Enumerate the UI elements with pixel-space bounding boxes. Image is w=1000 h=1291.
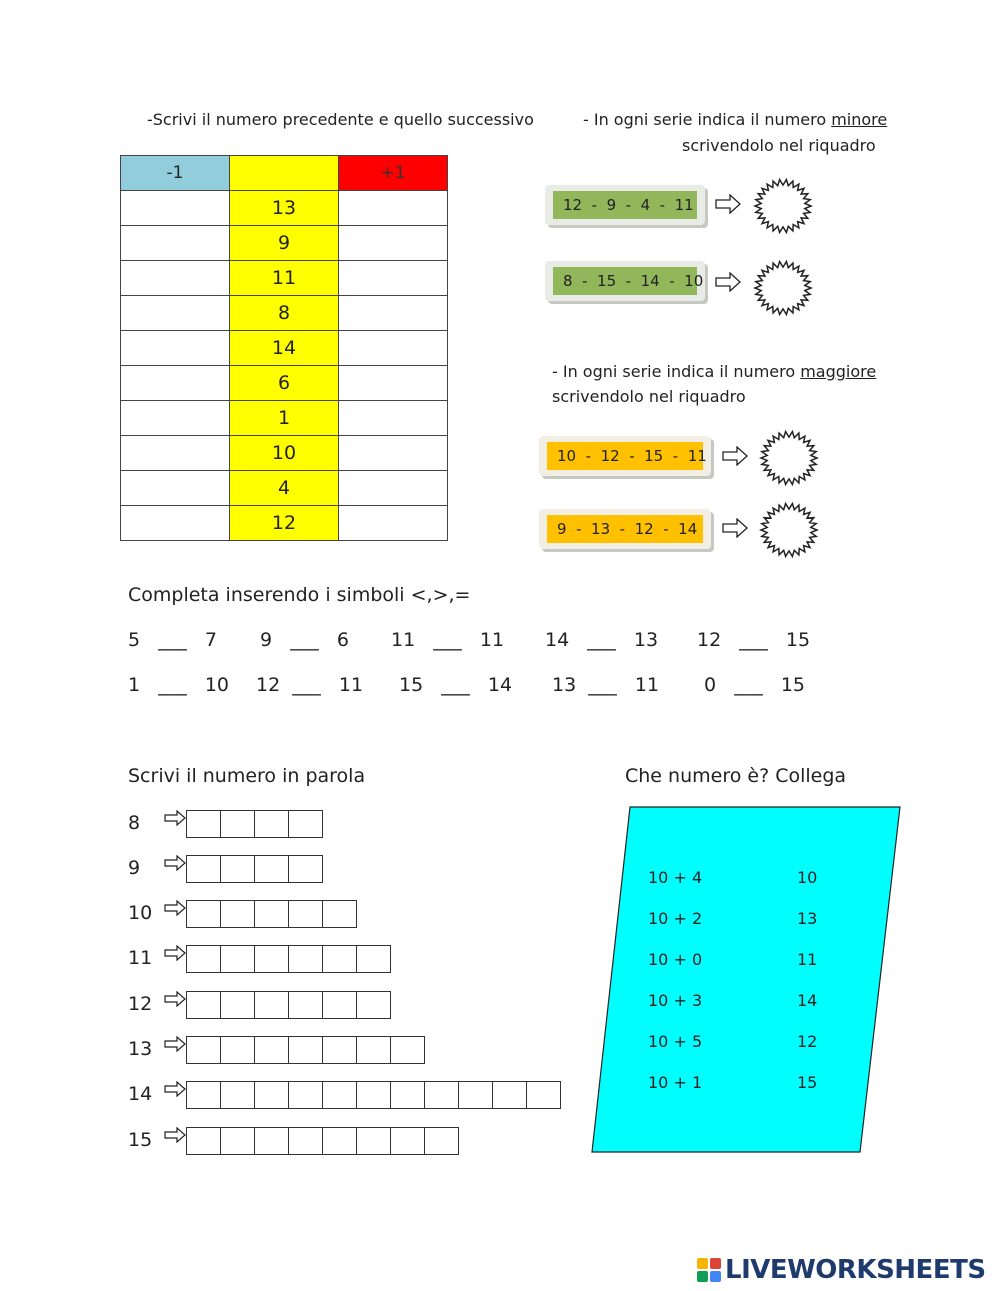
compare-item[interactable]: 1 ___ 10 [128, 674, 230, 696]
word-row-number: 11 [128, 947, 153, 969]
instruction-maggiore-line2: scrivendolo nel riquadro [552, 387, 746, 406]
logo-icon [697, 1258, 721, 1282]
letter-box[interactable] [390, 1081, 425, 1109]
letter-boxes [186, 855, 323, 883]
compare-item[interactable]: 9 ___ 6 [260, 629, 349, 651]
letter-box[interactable] [254, 900, 289, 928]
letter-box[interactable] [390, 1036, 425, 1064]
instruction-text: - In ogni serie indica il numero [583, 110, 832, 129]
compare-item[interactable]: 5 ___ 7 [128, 629, 217, 651]
series-values: 12 - 9 - 4 - 11 [553, 191, 697, 219]
answer-star-box[interactable] [759, 500, 819, 560]
letter-boxes [186, 1081, 561, 1109]
letter-box[interactable] [186, 900, 221, 928]
letter-box[interactable] [288, 1036, 323, 1064]
match-right-item[interactable]: 12 [797, 1032, 818, 1051]
match-left-item[interactable]: 10 + 0 [648, 950, 703, 969]
prev-input[interactable] [121, 331, 230, 366]
prev-next-table [120, 155, 448, 541]
compare-title: Completa inserendo i simboli <,>,= [128, 584, 471, 606]
letter-box[interactable] [254, 1127, 289, 1155]
series-bar [539, 436, 711, 476]
table-number: 10 [230, 436, 339, 471]
letter-box[interactable] [322, 991, 357, 1019]
letter-box[interactable] [322, 900, 357, 928]
table-number: 8 [230, 296, 339, 331]
letter-box[interactable] [288, 991, 323, 1019]
word-row-number: 8 [128, 812, 141, 834]
letter-box[interactable] [254, 991, 289, 1019]
compare-item[interactable]: 11 ___ 11 [391, 629, 505, 651]
right-arrow-icon [164, 991, 186, 1007]
match-left-item[interactable]: 10 + 1 [648, 1073, 703, 1092]
letter-box[interactable] [186, 1081, 221, 1109]
match-left-item[interactable]: 10 + 2 [648, 909, 703, 928]
letter-box[interactable] [220, 1036, 255, 1064]
letter-box[interactable] [254, 945, 289, 973]
match-left-item[interactable]: 10 + 3 [648, 991, 703, 1010]
prev-input[interactable] [121, 296, 230, 331]
letter-box[interactable] [526, 1081, 561, 1109]
word-row-number: 10 [128, 902, 153, 924]
letter-box[interactable] [288, 855, 323, 883]
table-number: 9 [230, 226, 339, 261]
right-arrow-icon [164, 1127, 186, 1143]
liveworksheets-logo [697, 1256, 986, 1284]
table-number: 12 [230, 506, 339, 541]
next-input[interactable] [339, 191, 448, 226]
compare-item[interactable]: 13 ___ 11 [552, 674, 660, 696]
header-plus-one: +1 [339, 156, 448, 191]
match-title: Che numero è? Collega [625, 765, 847, 787]
table-number: 13 [230, 191, 339, 226]
letter-box[interactable] [322, 945, 357, 973]
series-values: 10 - 12 - 15 - 11 [547, 442, 703, 470]
match-right-item[interactable]: 11 [797, 950, 818, 969]
letter-box[interactable] [322, 1036, 357, 1064]
letter-box[interactable] [458, 1081, 493, 1109]
prev-input[interactable] [121, 471, 230, 506]
word-row-number: 9 [128, 857, 141, 879]
series-values: 8 - 15 - 14 - 10 [553, 267, 697, 295]
letter-box[interactable] [220, 855, 255, 883]
match-parallelogram [590, 805, 902, 1155]
instruction-minore-line2: scrivendolo nel riquadro [682, 136, 876, 155]
letter-box[interactable] [186, 991, 221, 1019]
word-row-number: 15 [128, 1129, 153, 1151]
table-number: 14 [230, 331, 339, 366]
letter-box[interactable] [220, 1127, 255, 1155]
prev-input[interactable] [121, 401, 230, 436]
prev-input[interactable] [121, 506, 230, 541]
letter-box[interactable] [254, 855, 289, 883]
letter-boxes [186, 1036, 425, 1064]
letter-box[interactable] [186, 1036, 221, 1064]
letter-box[interactable] [186, 1127, 221, 1155]
letter-box[interactable] [492, 1081, 527, 1109]
letter-box[interactable] [254, 1081, 289, 1109]
prev-input[interactable] [121, 261, 230, 296]
right-arrow-icon [722, 518, 748, 538]
answer-star-box[interactable] [753, 176, 813, 236]
prev-input[interactable] [121, 226, 230, 261]
keyword-minore: minore [831, 110, 888, 129]
match-right-item[interactable]: 14 [797, 991, 818, 1010]
right-arrow-icon [164, 900, 186, 916]
letter-box[interactable] [254, 1036, 289, 1064]
match-right-item[interactable]: 15 [797, 1073, 818, 1092]
word-row-number: 12 [128, 993, 153, 1015]
prev-input[interactable] [121, 436, 230, 471]
keyword-maggiore: maggiore [800, 362, 877, 381]
letter-box[interactable] [322, 1127, 357, 1155]
letter-box[interactable] [356, 945, 391, 973]
letter-box[interactable] [356, 991, 391, 1019]
word-row-number: 14 [128, 1083, 153, 1105]
series-bar [539, 509, 711, 549]
letter-boxes [186, 945, 391, 973]
letter-box[interactable] [288, 1127, 323, 1155]
series-bar [545, 261, 705, 301]
next-input[interactable] [339, 226, 448, 261]
letter-box[interactable] [288, 900, 323, 928]
letter-box[interactable] [390, 1127, 425, 1155]
compare-item[interactable]: 12 ___ 11 [256, 674, 364, 696]
series-bar [545, 185, 705, 225]
right-arrow-icon [722, 446, 748, 466]
letter-box[interactable] [288, 810, 323, 838]
letter-box[interactable] [356, 1036, 391, 1064]
letter-box[interactable] [186, 855, 221, 883]
right-arrow-icon [164, 1036, 186, 1052]
letter-box[interactable] [356, 1127, 391, 1155]
letter-box[interactable] [424, 1127, 459, 1155]
letter-box[interactable] [220, 991, 255, 1019]
table-number: 6 [230, 366, 339, 401]
table-number: 11 [230, 261, 339, 296]
right-arrow-icon [164, 810, 186, 826]
letter-box[interactable] [186, 810, 221, 838]
prev-input[interactable] [121, 366, 230, 401]
instruction-text: - In ogni serie indica il numero [552, 362, 801, 381]
letter-box[interactable] [220, 900, 255, 928]
table-number: 1 [230, 401, 339, 436]
table-number: 4 [230, 471, 339, 506]
words-title: Scrivi il numero in parola [128, 765, 366, 787]
instruction-maggiore [552, 362, 876, 381]
logo-text: LIVEWORKSHEETS [725, 1255, 986, 1285]
answer-star-box[interactable] [759, 428, 819, 488]
letter-boxes [186, 1127, 459, 1155]
instruction-minore [583, 110, 887, 129]
match-left-item[interactable]: 10 + 4 [648, 868, 703, 887]
letter-box[interactable] [424, 1081, 459, 1109]
letter-boxes [186, 991, 391, 1019]
next-input[interactable] [339, 471, 448, 506]
header-minus-one: -1 [121, 156, 230, 191]
answer-star-box[interactable] [753, 258, 813, 318]
letter-box[interactable] [288, 945, 323, 973]
prev-input[interactable] [121, 191, 230, 226]
match-left-item[interactable]: 10 + 5 [648, 1032, 703, 1051]
compare-item[interactable]: 0 ___ 15 [704, 674, 806, 696]
right-arrow-icon [164, 945, 186, 961]
next-input[interactable] [339, 261, 448, 296]
letter-box[interactable] [220, 1081, 255, 1109]
instruction-prev-next: -Scrivi il numero precedente e quello successivo [147, 110, 534, 129]
letter-box[interactable] [254, 810, 289, 838]
letter-box[interactable] [322, 1081, 357, 1109]
letter-box[interactable] [186, 945, 221, 973]
letter-box[interactable] [356, 1081, 391, 1109]
right-arrow-icon [164, 1081, 186, 1097]
next-input[interactable] [339, 296, 448, 331]
letter-box[interactable] [220, 810, 255, 838]
right-arrow-icon [715, 272, 741, 292]
match-right-item[interactable]: 13 [797, 909, 818, 928]
word-row-number: 13 [128, 1038, 153, 1060]
next-input[interactable] [339, 436, 448, 471]
next-input[interactable] [339, 506, 448, 541]
letter-box[interactable] [220, 945, 255, 973]
header-number [230, 156, 339, 191]
next-input[interactable] [339, 366, 448, 401]
letter-box[interactable] [288, 1081, 323, 1109]
compare-item[interactable]: 15 ___ 14 [399, 674, 513, 696]
series-values: 9 - 13 - 12 - 14 [547, 515, 703, 543]
right-arrow-icon [164, 855, 186, 871]
match-right-item[interactable]: 10 [797, 868, 818, 887]
next-input[interactable] [339, 331, 448, 366]
compare-item[interactable]: 14 ___ 13 [545, 629, 659, 651]
letter-boxes [186, 900, 357, 928]
next-input[interactable] [339, 401, 448, 436]
compare-item[interactable]: 12 ___ 15 [697, 629, 811, 651]
right-arrow-icon [715, 194, 741, 214]
letter-boxes [186, 810, 323, 838]
